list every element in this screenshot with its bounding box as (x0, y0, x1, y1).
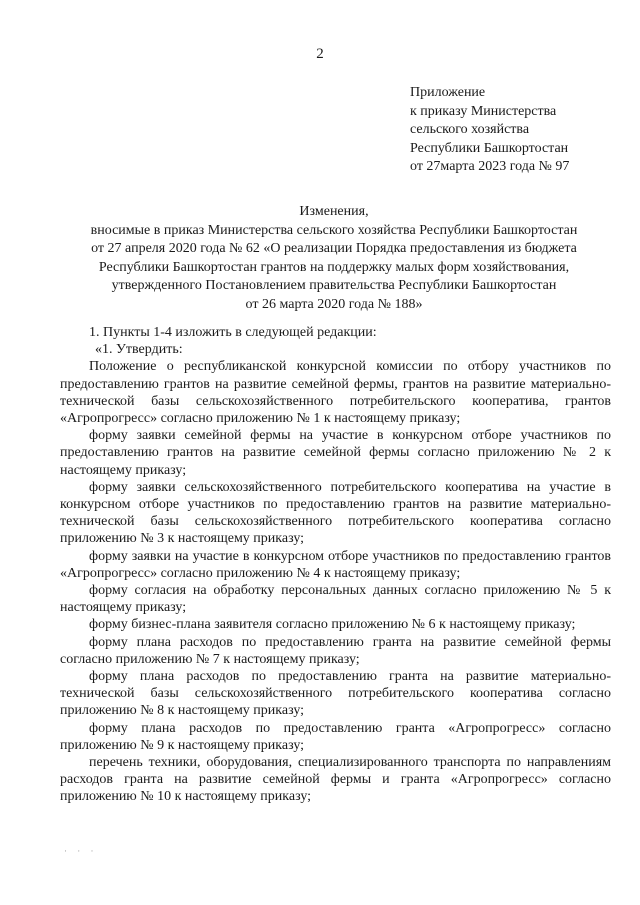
heading-line: утвержденного Постановлением правительства Республики Башкортостан (111, 278, 557, 294)
paragraph: перечень техники, оборудования, специализированного транспорта по направлениям расходов гранта на развитие семейной фермы и гранта «Агропрогресс» согласно приложению № 10 к настоящему приказу; (60, 755, 611, 805)
appendix-block (410, 84, 569, 177)
paragraph: форму плана расходов по предоставлению гранта на развитие материально-технической базы сельскохозяйственного потребительского кооператива согласно приложению № 8 к настоящему приказу; (60, 669, 611, 719)
paragraph: Положение о республиканской конкурсной комиссии по отбору участников по предоставлению грантов на развитие семейной фермы, грантов на развитие материально-технической базы сельскохозяйственного потребительского кооператива, грантов «Агропрогресс» согласно приложению № 1 к настоящему приказу; (60, 359, 611, 427)
appendix-line: сельского хозяйства (410, 122, 530, 138)
paragraph: форму согласия на обработку персональных данных согласно приложению № 5 к настоящему приказу; (60, 583, 611, 616)
appendix-line: Республики Башкортостан (410, 140, 569, 156)
heading-line: от 26 марта 2020 года № 188» (245, 296, 423, 312)
paragraph: форму бизнес-плана заявителя согласно приложению № 6 к настоящему приказу; (89, 617, 576, 633)
paragraph: «1. Утвердить: (95, 342, 183, 358)
scan-artifact-marks: · · · (64, 846, 98, 856)
appendix-line: от 27марта 2023 года № 97 (410, 159, 570, 175)
document-body (60, 324, 611, 806)
appendix-line: Приложение (410, 85, 486, 100)
heading-line: от 27 апреля 2020 года № 62 «О реализации Порядка предоставления из бюджета (91, 241, 577, 257)
heading-line: Республики Башкортостан грантов на поддержку малых форм хозяйствования, (98, 259, 570, 275)
paragraph: форму плана расходов по предоставлению гранта на развитие семейной фермы согласно приложению № 7 к настоящему приказу; (60, 634, 611, 667)
heading-line: вносимые в приказ Министерства сельского хозяйства Республики Башкортостан (90, 222, 578, 238)
appendix-line: к приказу Министерства (410, 103, 557, 119)
page-number: 2 (316, 46, 324, 62)
paragraph: форму заявки сельскохозяйственного потребительского кооператива на участие в конкурсном отборе участников по предоставлению грантов на развитие материально-технической базы сельскохозяйственного потребительского кооператива согласно приложению № 3 к настоящему приказу; (60, 479, 611, 547)
paragraph: форму заявки на участие в конкурсном отборе участников по предоставлению грантов «Агропрогресс» согласно приложению № 4 к настоящему приказу; (60, 548, 611, 581)
paragraph: форму плана расходов по предоставлению гранта «Агропрогресс» согласно приложению № 9 к настоящему приказу; (60, 720, 611, 753)
paragraph: 1. Пункты 1-4 изложить в следующей редакции: (89, 325, 377, 340)
paragraph: форму заявки семейной фермы на участие в конкурсном отборе участников по предоставлению грантов на развитие семейной фермы согласно приложению № 2 к настоящему приказу; (60, 428, 611, 478)
document-heading (60, 203, 608, 315)
heading-title: Изменения, (299, 204, 369, 219)
